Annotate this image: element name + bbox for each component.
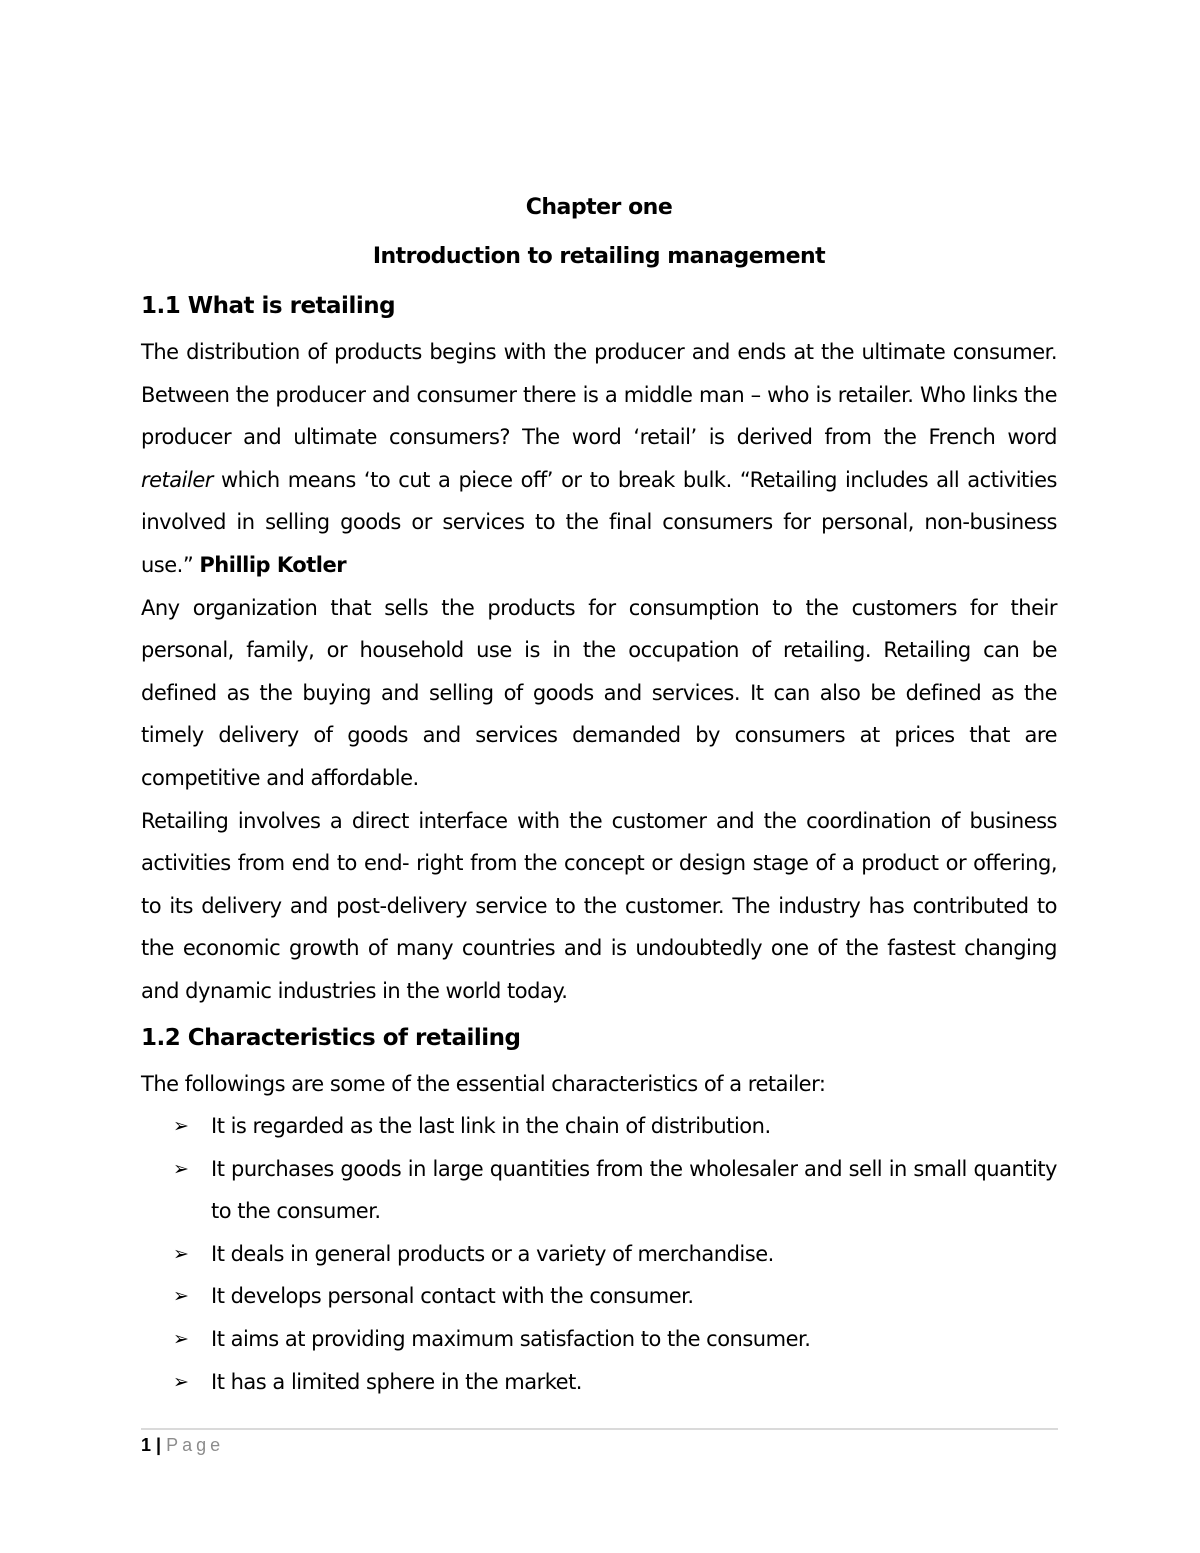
paragraph-definition-text-b: which means ‘to cut a piece off’ or to break bulk. “Retailing includes all activities involved in selling goods or services to the final consumers for personal, non-business use.”: [141, 467, 1057, 577]
characteristics-intro: The followings are some of the essential characteristics of a retailer:: [141, 1071, 826, 1096]
section-heading-1-2: 1.2 Characteristics of retailing: [141, 1024, 521, 1051]
arrow-bullet-icon: ➢: [173, 1242, 189, 1265]
list-item-text: It deals in general products or a variety of merchandise.: [211, 1241, 774, 1266]
paragraph-definition-italic: retailer: [141, 467, 213, 492]
paragraph-organization: Any organization that sells the products for consumption to the customers for their personal, family, or household use is in the occupation of retailing. Retailing can be defined as the buying and selling of goods and services. It can also be defined as the timely delivery of goods and services demanded by consumers at prices that are competitive and affordable.: [141, 595, 1057, 790]
list-item: [173, 1361, 1057, 1404]
arrow-bullet-icon: ➢: [173, 1157, 189, 1180]
footer-separator: |: [156, 1435, 162, 1455]
section-heading-1-1: 1.1 What is retailing: [141, 293, 396, 319]
list-item-text: It is regarded as the last link in the chain of distribution.: [211, 1114, 771, 1139]
page-number: 1: [141, 1435, 152, 1455]
list-item: [173, 1275, 1057, 1318]
page-label: Page: [166, 1435, 225, 1455]
list-item: [173, 1233, 1057, 1276]
arrow-bullet-icon: ➢: [173, 1328, 189, 1351]
arrow-bullet-icon: ➢: [173, 1370, 189, 1393]
list-item: [173, 1105, 1057, 1148]
paragraph-definition: [141, 331, 1057, 587]
page-content: [141, 183, 1057, 1403]
arrow-bullet-icon: ➢: [173, 1285, 189, 1308]
arrow-bullet-icon: ➢: [173, 1115, 189, 1138]
footer-divider: [141, 1428, 1058, 1430]
characteristics-list: [141, 1105, 1057, 1403]
list-item: [173, 1318, 1057, 1361]
chapter-title: Chapter one: [525, 195, 673, 220]
list-item-text: It aims at providing maximum satisfaction to the consumer.: [211, 1327, 811, 1352]
list-item-text: It purchases goods in large quantities from the wholesaler and sell in small quantity to the consumer.: [211, 1156, 1057, 1224]
chapter-subtitle: Introduction to retailing management: [372, 244, 826, 269]
list-item: [173, 1148, 1057, 1233]
paragraph-definition-text-a: The distribution of products begins with the producer and ends at the ultimate consumer. Between the producer and consumer there is a middle man – who is retailer. Who links the producer and ultimate consumers? The word ‘retail’ is derived from the French word: [141, 340, 1057, 450]
quote-author: Phillip Kotler: [199, 552, 347, 577]
page-footer: [141, 1432, 224, 1458]
paragraph-interface: Retailing involves a direct interface with the customer and the coordination of business activities from end to end- right from the concept or design stage of a product or offering, to its delivery and post-delivery service to the customer. The industry has contributed to the economic growth of many countries and is undoubtedly one of the fastest changing and dynamic industries in the world today.: [141, 808, 1057, 1003]
list-item-text: It develops personal contact with the consumer.: [211, 1284, 694, 1309]
list-item-text: It has a limited sphere in the market.: [211, 1369, 582, 1394]
